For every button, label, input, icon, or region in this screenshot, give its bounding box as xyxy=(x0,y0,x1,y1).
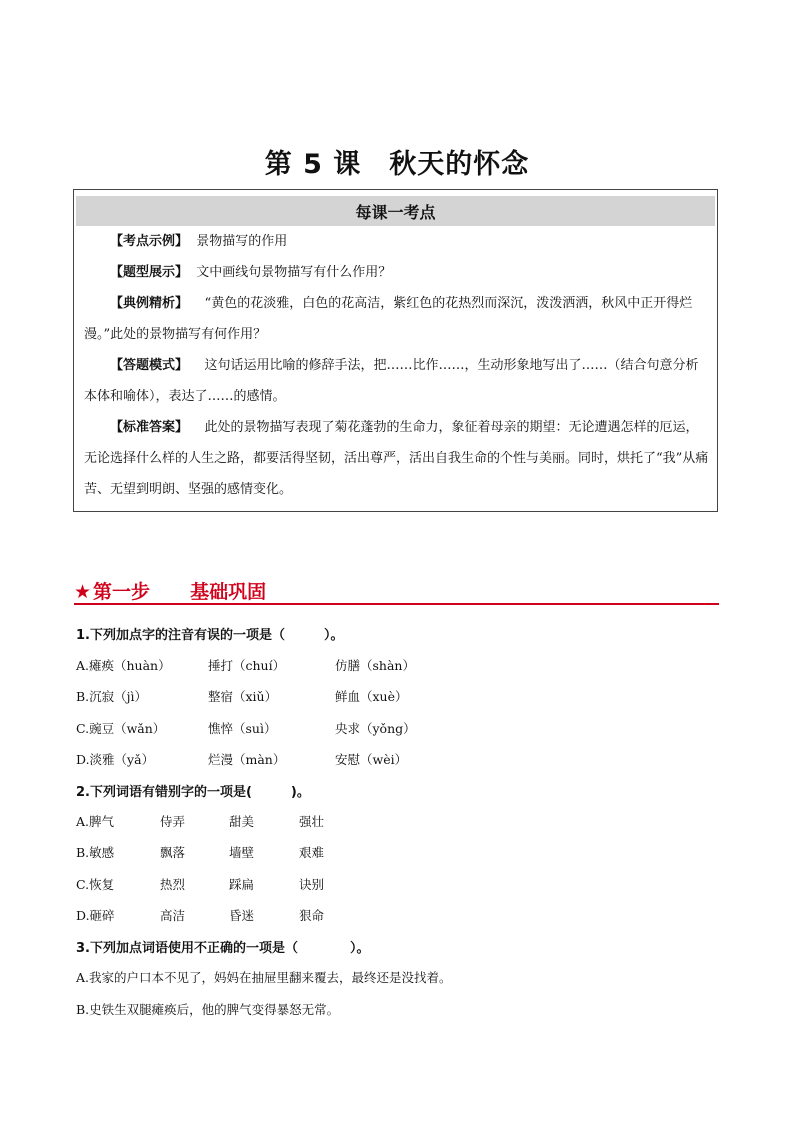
kaodian-row-standard-answer xyxy=(84,412,709,505)
row-text: “黄色的花淡雅，白色的花高洁，紫红色的花热烈而深沉，泼泼洒洒，秋风中正开得烂漫。”此处的景物描写有何作用？ xyxy=(84,296,693,342)
q1-option-c: C.豌豆（wǎn） xyxy=(76,721,166,736)
q2-option-b-word: 飘落 xyxy=(160,845,186,860)
q2-option-a-word: 甜美 xyxy=(229,814,255,829)
row-label: 【典例精析】 xyxy=(110,296,189,311)
q1-option-d: D.淡雅（yǎ） xyxy=(76,752,155,767)
q2-option-b-word: 墙壁 xyxy=(229,845,255,860)
q1-option-d-item: 烂漫（màn） xyxy=(208,752,286,767)
q1-option-a: A.瘫痪（huàn） xyxy=(76,658,171,673)
q1-option-b-item: 鲜血（xuè） xyxy=(335,689,408,704)
q2-option-c-word: 踩扁 xyxy=(229,877,255,892)
question-2-title: 2.下列词语有错别字的一项是( )。 xyxy=(76,785,310,800)
question-3-title: 3.下列加点词语使用不正确的一项是（ ）。 xyxy=(76,941,370,956)
row-text: 景物描写的作用 xyxy=(196,234,288,249)
kaodian-row-question-type xyxy=(84,257,709,288)
row-text: 文中画线句景物描写有什么作用？ xyxy=(196,265,392,280)
kaodian-box xyxy=(73,189,718,512)
kaodian-header: 每课一考点 xyxy=(76,196,715,226)
section-step: 第一步 xyxy=(93,581,151,603)
q2-option-c: C.恢复 xyxy=(76,877,115,892)
q2-option-d-word: 高洁 xyxy=(160,908,186,923)
q1-option-a-item: 仿膳（shàn） xyxy=(335,658,415,673)
q2-option-d-word: 狠命 xyxy=(299,908,325,923)
q1-option-b-item: 整宿（xiǔ） xyxy=(208,689,278,704)
q3-option-a: A.我家的户口本不见了，妈妈在抽屉里翻来覆去，最终还是没找着。 xyxy=(76,970,452,985)
q2-option-a-word: 侍弄 xyxy=(160,814,186,829)
q1-option-c-item: 央求（yǒng） xyxy=(335,721,416,736)
q1-option-d-item: 安慰（wèi） xyxy=(335,752,408,767)
q2-option-d-word: 昏迷 xyxy=(229,908,255,923)
row-text: 此处的景物描写表现了菊花蓬勃的生命力，象征着母亲的期望：无论遭遇怎样的厄运，无论选择什么样的人生之路，都要活得坚韧，活出尊严，活出自我生命的个性与美丽。同时，烘托了“我”从痛苦、无望到明朗、坚强的感情变化。 xyxy=(84,420,709,497)
kaodian-row-analysis xyxy=(84,288,709,350)
row-label: 【标准答案】 xyxy=(110,420,189,435)
row-label: 【考点示例】 xyxy=(110,234,189,249)
q2-option-c-word: 诀别 xyxy=(299,877,325,892)
section-heading xyxy=(74,577,719,605)
kaodian-body xyxy=(74,226,717,505)
q2-option-c-word: 热烈 xyxy=(160,877,186,892)
q2-option-a-word: 强壮 xyxy=(299,814,325,829)
q2-option-d: D.砸碎 xyxy=(76,908,115,923)
q2-option-b: B.敏感 xyxy=(76,845,115,860)
section-name: 基础巩固 xyxy=(190,581,267,603)
q2-option-a: A.脾气 xyxy=(76,814,115,829)
row-label: 【题型展示】 xyxy=(110,265,189,280)
question-1-title: 1.下列加点字的注音有误的一项是（ ）。 xyxy=(76,628,344,643)
q1-option-b: B.沉寂（jì） xyxy=(76,689,148,704)
q3-option-b: B.史铁生双腿瘫痪后，他的脾气变得暴怒无常。 xyxy=(76,1002,340,1017)
star-icon: ★ xyxy=(74,581,92,603)
q1-option-a-item: 捶打（chuí） xyxy=(208,658,286,673)
page-title: 第 5 课 秋天的怀念 xyxy=(264,149,530,180)
row-text: 这句话运用比喻的修辞手法，把……比作……，生动形象地写出了……（结合句意分析本体和喻体），表达了……的感情。 xyxy=(84,358,699,404)
q2-option-b-word: 艰难 xyxy=(299,845,325,860)
kaodian-row-example xyxy=(84,226,709,257)
q1-option-c-item: 憔悴（suì） xyxy=(208,721,277,736)
kaodian-row-answer-mode xyxy=(84,350,709,412)
row-label: 【答题模式】 xyxy=(110,358,189,373)
